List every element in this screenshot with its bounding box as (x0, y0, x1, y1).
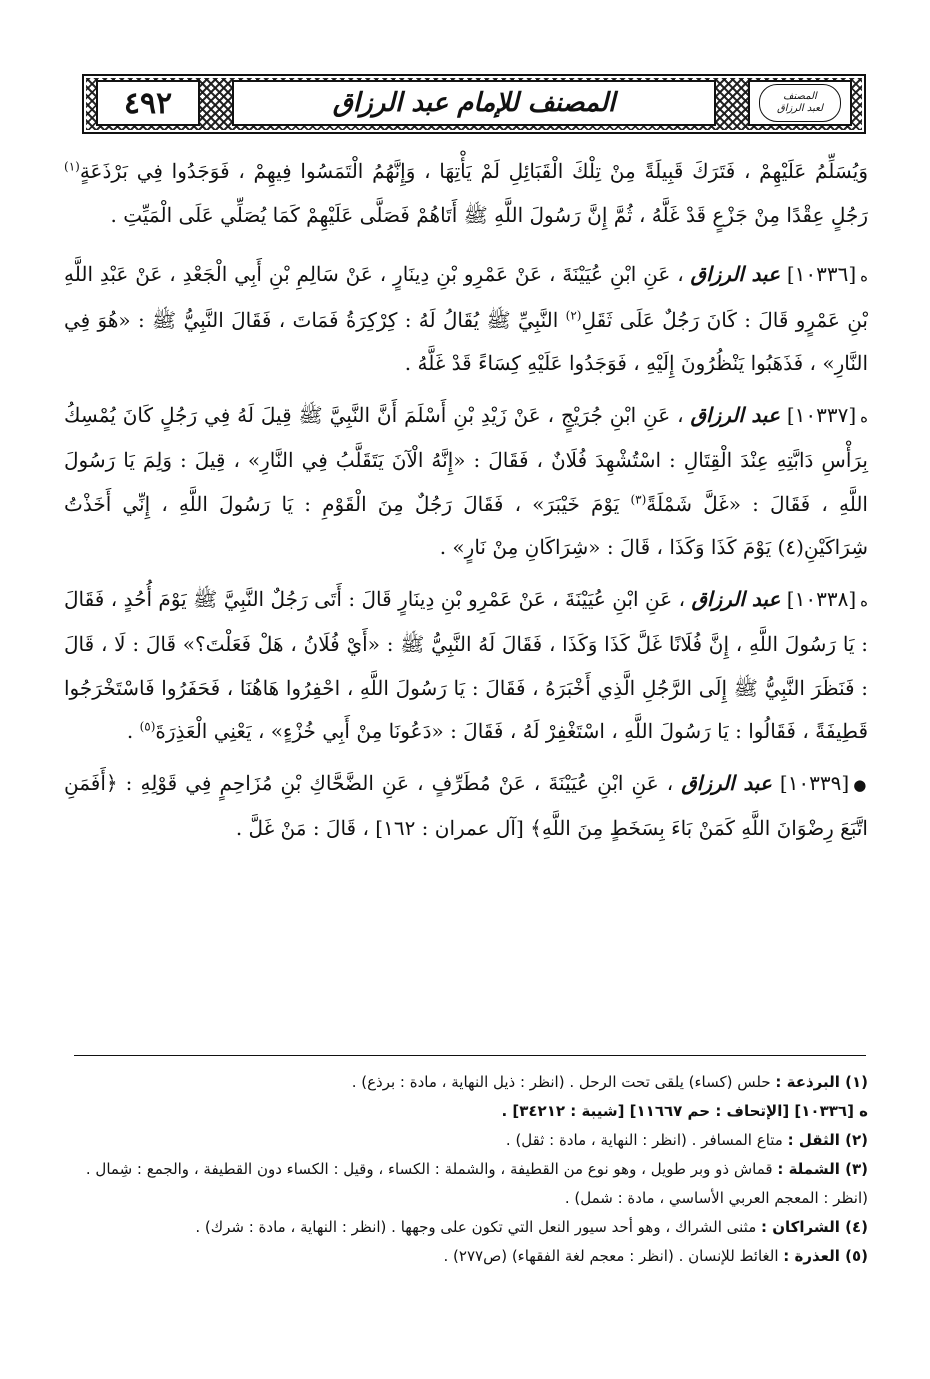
footnote-ref: (١) (64, 159, 80, 174)
hadith-number: [١٠٣٣٩] (779, 770, 850, 795)
hadith-paragraph (64, 578, 868, 754)
footnote-term: (٥) العذرة : (783, 1247, 868, 1265)
author-name: عبد الرزاق (691, 586, 781, 611)
seal-logo (759, 84, 841, 122)
footnote-ref: (٣) (630, 491, 647, 506)
seal-box (748, 80, 852, 126)
footnote-term: (١) البرذعة : (775, 1073, 868, 1091)
hadith-marker: ● (853, 775, 869, 794)
footnote-term: (٢) الثقل : (787, 1131, 868, 1149)
footnote-term: (٤) الشراكان : (761, 1218, 868, 1236)
seal-line-1: المصنف (783, 91, 817, 102)
hadith-number: [١٠٣٣٦] (786, 262, 857, 286)
footnote-term: (٣) الشملة : (777, 1160, 868, 1178)
footnote-text: الغائط للإنسان . (انظر : معجم لغة الفقهاء) (ص٢٧٧) . (443, 1247, 784, 1265)
paragraph-text: ، عَنِ ابْنِ عُيَيْنَةَ ، عَنْ عَمْرِو بْنِ دِينَارٍ ، عَنْ سَالِمِ بْنِ أَبِي الْجَعْدِ ، عَنْ عَبْدِ اللَّهِ بْنِ عَمْرٍو قَالَ : كَانَ رَجُلٌ عَلَى ثَقَلِ (64, 262, 868, 332)
seal-line-2: لعبد الرزاق (776, 103, 824, 114)
author-name: عبد الرزاق (690, 262, 780, 286)
paragraph-text-cont: يَوْمَ خَيْبَرَ» ، فَقَالَ رَجُلٌ مِنَ الْقَوْمِ : يَا رَسُولَ اللَّهِ ، إِنِّي أَخَذْتُ شِرَاكَيْنِ(٤) يَوْمَ كَذَا وَكَذَا ، قَالَ : «شِرَاكَانِ مِنْ نَارٍ» . (64, 491, 868, 559)
hadith-paragraph (64, 253, 868, 386)
footnote-divider (74, 1055, 866, 1056)
paragraph-text-cont: . (126, 719, 140, 743)
author-name: عبد الرزاق (690, 402, 780, 427)
page-number: ٤٩٢ (123, 85, 173, 121)
footnote-text: مثنى الشراك ، وهو أحد سيور النعل التي تكون على وجهها . (انظر : النهاية ، مادة : شرك) . (195, 1218, 762, 1236)
book-title: المصنف للإمام عبد الرزاق (332, 88, 616, 118)
paragraph-text: ، عَنِ ابْنِ عُيَيْنَةَ ، عَنْ مُطَرِّفٍ ، عَنِ الضَّحَّاكِ بْنِ مُزَاحِمٍ فِي قَوْلِهِ : ﴿أَفَمَنِ اتَّبَعَ رِضْوَانَ اللَّهِ كَمَنْ بَاءَ بِسَخَطٍ مِنَ اللَّهِ﴾ [آل عمران : ١٦٢] ، قَالَ : مَنْ غَلَّ . (64, 770, 868, 840)
hadith-paragraph (64, 394, 868, 570)
page-header (82, 74, 866, 134)
header-title-box (232, 80, 716, 126)
author-name: عبد الرزاق (681, 770, 772, 795)
footnote-text: حلس (كساء) يلقى تحت الرحل . (انظر : ذيل النهاية ، مادة : برذع) . (351, 1073, 776, 1091)
paragraph-text: ، عَنِ ابْنِ جُرَيْجٍ ، عَنْ زَيْدِ بْنِ أَسْلَمَ أَنَّ النَّبِيَّ ﷺ قِيلَ لَهُ فِي رَجُلٍ كَانَ يُمْسِكُ بِرَأْسِ دَابَّتِهِ عِنْدَ الْقِتَالِ : اسْتُشْهِدَ فُلَانٌ ، فَقَالَ : «إِنَّهُ الْآنَ يَتَقَلَّبُ فِي النَّارِ» ، قِيلَ : وَلِمَ يَا رَسُولَ اللَّهِ ، فَقَالَ : «غَلَّ شَمْلَةً (64, 402, 868, 516)
paragraph-text: ، عَنِ ابْنِ عُيَيْنَةَ ، عَنْ عَمْرِو بْنِ دِينَارٍ قَالَ : أَتَى رَجُلٌ النَّبِيَّ ﷺ يَوْمَ أُحُدٍ ، فَقَالَ : يَا رَسُولَ اللَّهِ ، إِنَّ فُلَانًا غَلَّ كَذَا وَكَذَا ، فَقَالَ لَهُ النَّبِيُّ ﷺ : «أَيْ فُلَانُ ، هَلْ فَعَلْتَ؟» قَالَ : لَا ، قَالَ : فَنَظَرَ النَّبِيُّ ﷺ إِلَى الرَّجُلِ الَّذِي أَخْبَرَهُ ، فَقَالَ : يَا رَسُولَ اللَّهِ ، احْفِرُوا هَاهُنَا ، فَحَفَرُوا فَاسْتَخْرَجُوا قَطِيفَةً ، فَقَالُوا : يَا رَسُولَ اللَّهِ ، اسْتَغْفِرْ لَهُ ، فَقَالَ : «دَعُونَا مِنْ أَبِي خُزْءٍ» ، يَعْنِي الْعَذِرَةَ (64, 586, 868, 743)
footnote-term: ه [١٠٣٣٦] [الإتحاف : حم ١١٦٦٧] [شيبة : ٣٤٢١٢] . (501, 1102, 868, 1120)
footnote (64, 1097, 868, 1126)
footnote (64, 1155, 868, 1213)
main-text (64, 150, 868, 859)
footnotes (64, 1068, 868, 1271)
footnote (64, 1126, 868, 1155)
footnote (64, 1068, 868, 1097)
paragraph-text: وَيُسَلِّمُ عَلَيْهِمْ ، فَتَرَكَ قَبِيلَةً مِنْ تِلْكَ الْقَبَائِلِ لَمْ يَأْتِهَا ، وَإِنَّهُمُ الْتَمَسُوا فِيهِمْ ، فَوَجَدُوا فِي بَرْذَعَةٍ (79, 159, 868, 183)
paragraph-text-cont: النَّبِيِّ ﷺ يُقَالُ لَهُ : كِرْكِرَةُ فَمَاتَ ، فَقَالَ النَّبِيُّ ﷺ : «هُوَ فِي النَّارِ» ، فَذَهَبُوا يَنْظُرُونَ إِلَيْهِ ، فَوَجَدُوا عَلَيْهِ كِسَاءً قَدْ غَلَّهُ . (64, 307, 868, 375)
paragraph-text-cont: رَجُلٍ عِقْدًا مِنْ جَزْعٍ قَدْ غَلَّهُ ، ثُمَّ إِنَّ رَسُولَ اللَّهِ ﷺ أَتَاهُمْ فَصَلَّى عَلَيْهِمْ كَمَا يُصَلِّي عَلَى الْمَيِّتِ . (110, 202, 868, 227)
hadith-marker: ه (860, 267, 869, 285)
hadith-paragraph (64, 762, 868, 851)
footnote (64, 1242, 868, 1271)
hadith-marker: ه (860, 407, 869, 426)
footnote-text: قماش ذو وبر طويل ، وهو نوع من القطيفة ، والشملة : الكساء ، وقيل : الكساء دون القطيفة ، والجمع : شِمال . (انظر : المعجم العربي الأساسي ، مادة : شمل) . (85, 1160, 868, 1207)
hadith-marker: ه (860, 591, 868, 610)
footnote (64, 1213, 868, 1242)
footnote-ref: (٥) (139, 719, 156, 734)
page-number-box (96, 80, 200, 126)
paragraph (64, 150, 868, 237)
footnote-text: متاع المسافر . (انظر : النهاية ، مادة : ثقل) . (505, 1131, 788, 1149)
hadith-number: [١٠٣٣٨] (786, 586, 857, 611)
hadith-number: [١٠٣٣٧] (786, 402, 857, 427)
footnote-ref: (٢) (565, 307, 582, 322)
